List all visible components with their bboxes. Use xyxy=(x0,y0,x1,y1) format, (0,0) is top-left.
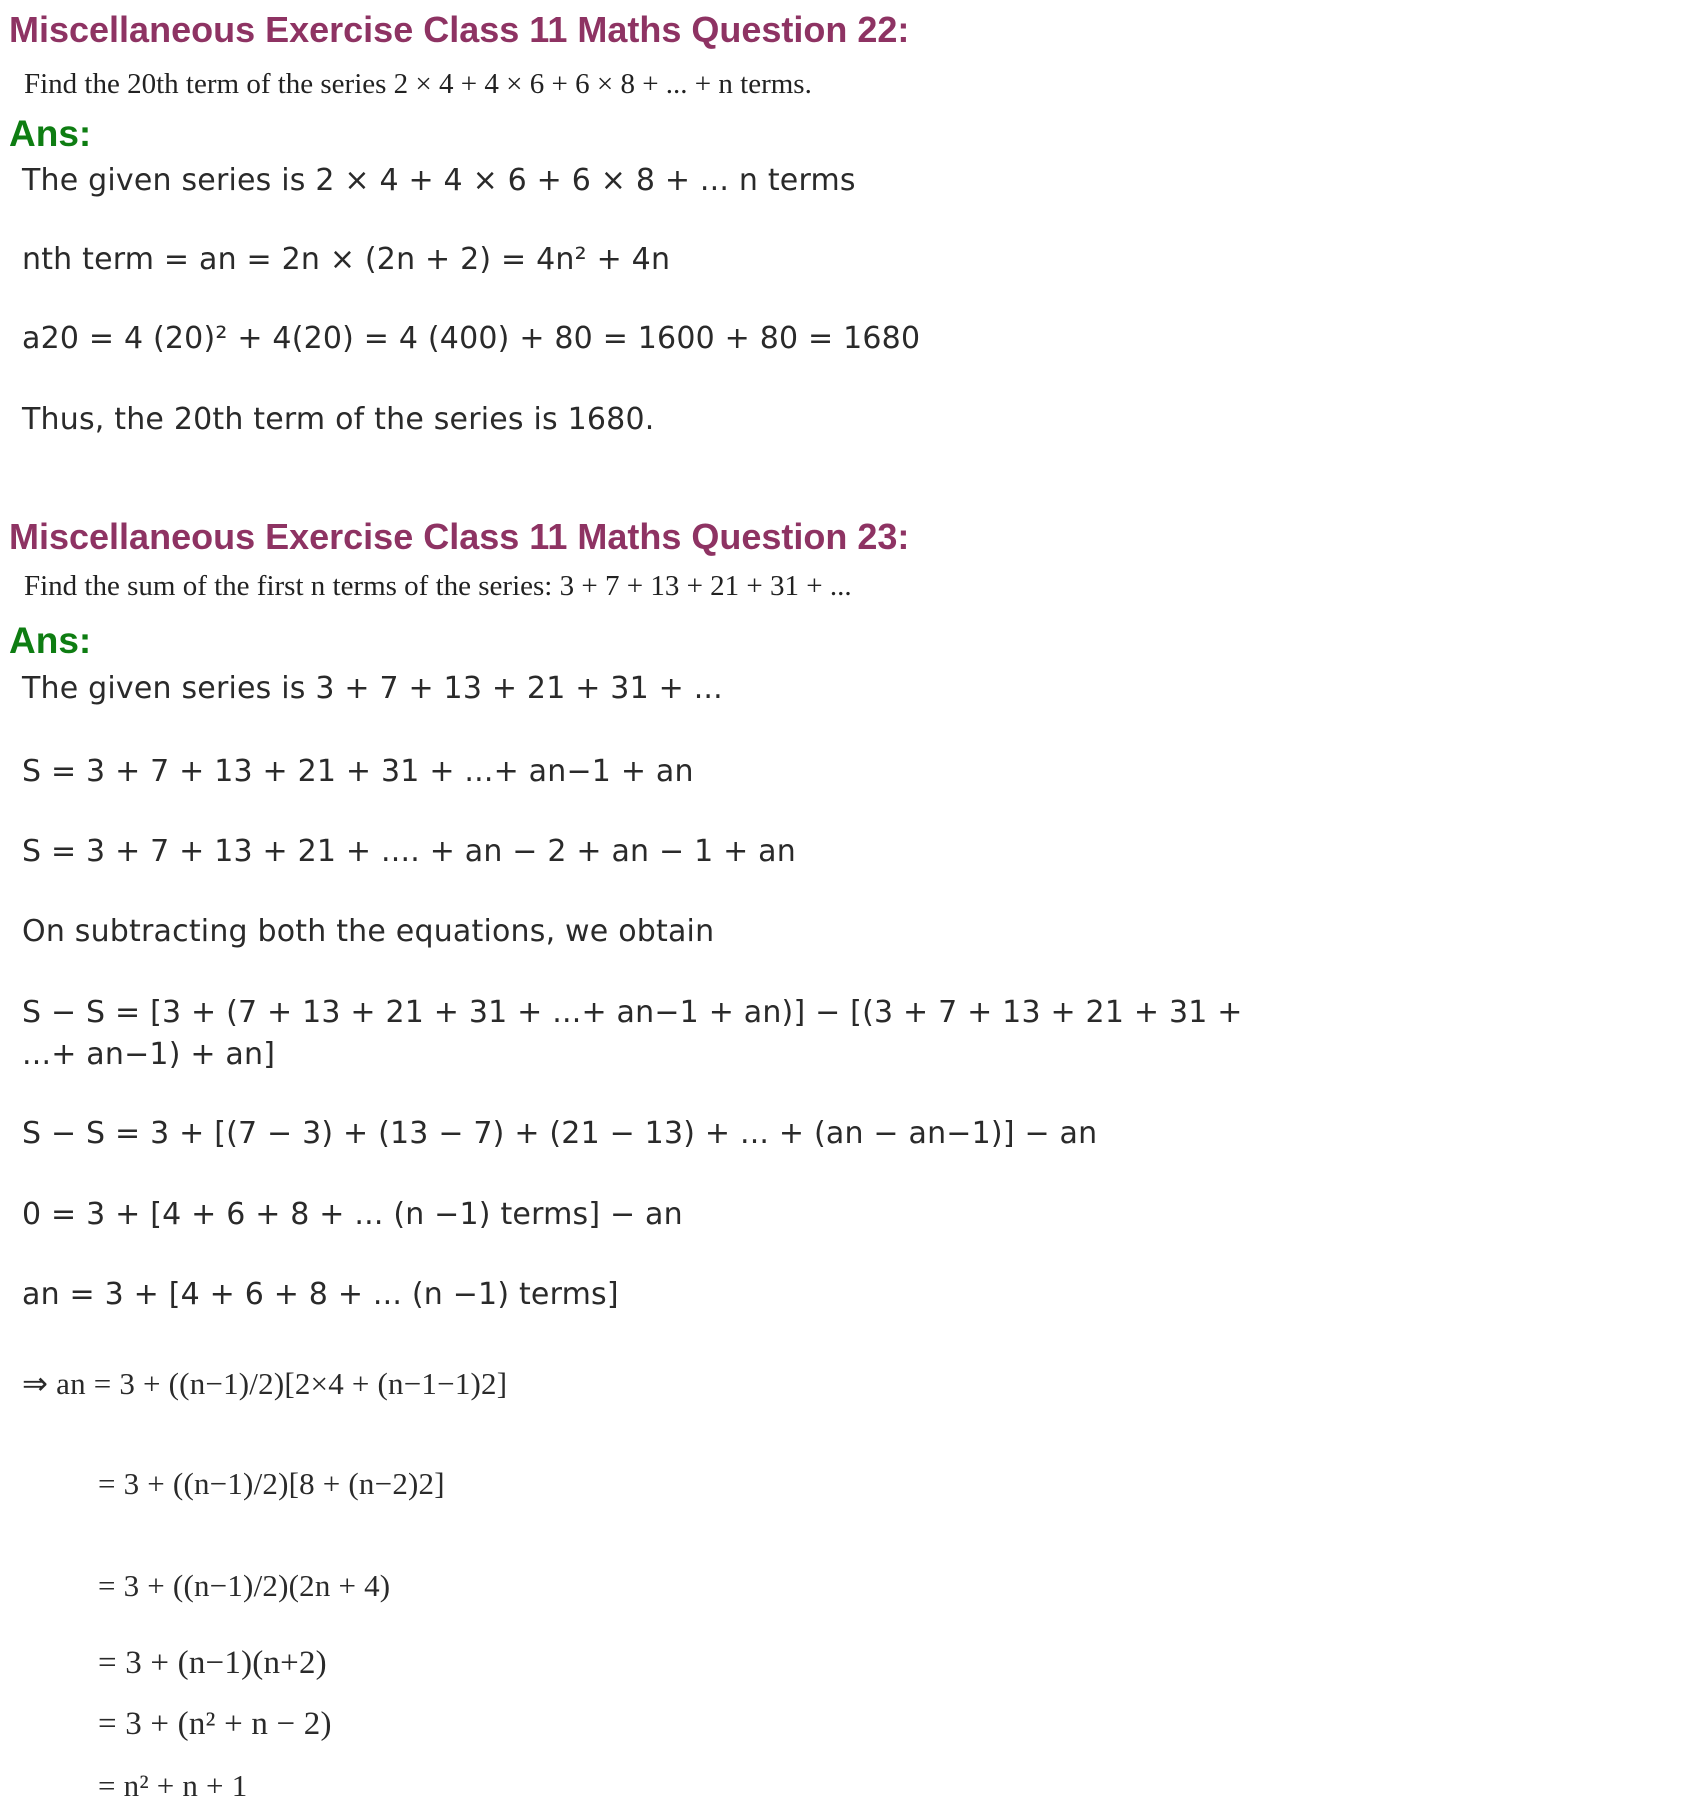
q23-step-grouped: S − S = 3 + [(7 − 3) + (13 − 7) + (21 − 13) + ... + (an − an−1)] − an xyxy=(22,1116,1098,1151)
q23-derivation-line-1: ⇒ an = 3 + ((n−1)/2)[2×4 + (n−1−1)2] xyxy=(22,1366,508,1401)
q23-step-difference-line-1: S − S = [3 + (7 + 13 + 21 + 31 + ...+ an−1 + an)] − [(3 + 7 + 13 + 21 + 31 + xyxy=(22,995,1243,1030)
q23-derivation-line-4: = 3 + (n−1)(n+2) xyxy=(98,1645,327,1681)
q23-derivation-line-5: = 3 + (n² + n − 2) xyxy=(98,1706,332,1742)
question-22-problem: Find the 20th term of the series 2 × 4 + 4 × 6 + 6 × 8 + ... + n terms. xyxy=(24,68,812,100)
q22-step-given-series: The given series is 2 × 4 + 4 × 6 + 6 × 8 + ... n terms xyxy=(22,163,856,198)
q23-step-given-series: The given series is 3 + 7 + 13 + 21 + 31 + ... xyxy=(22,671,723,706)
question-22-ans-label: Ans: xyxy=(9,113,92,154)
question-23-problem: Find the sum of the first n terms of the series: 3 + 7 + 13 + 21 + 31 + ... xyxy=(24,570,852,602)
question-23-ans-label: Ans: xyxy=(9,620,92,661)
q22-step-nth-term: nth term = an = 2n × (2n + 2) = 4n² + 4n xyxy=(22,242,671,277)
q23-step-subtracting: On subtracting both the equations, we obtain xyxy=(22,914,715,949)
q22-step-conclusion: Thus, the 20th term of the series is 1680. xyxy=(22,402,655,437)
q23-step-an: an = 3 + [4 + 6 + 8 + ... (n −1) terms] xyxy=(22,1277,619,1312)
q23-step-difference-line-2: ...+ an−1) + an] xyxy=(22,1037,276,1072)
q23-derivation-line-6: = n² + n + 1 xyxy=(98,1768,248,1803)
q23-derivation-line-3: = 3 + ((n−1)/2)(2n + 4) xyxy=(98,1568,391,1603)
question-23-heading: Miscellaneous Exercise Class 11 Maths Question 23: xyxy=(9,516,910,557)
q23-step-zero: 0 = 3 + [4 + 6 + 8 + ... (n −1) terms] − an xyxy=(22,1197,683,1232)
q23-derivation-line-2: = 3 + ((n−1)/2)[8 + (n−2)2] xyxy=(98,1466,445,1501)
q22-step-a20: a20 = 4 (20)² + 4(20) = 4 (400) + 80 = 1600 + 80 = 1680 xyxy=(22,321,921,356)
question-22-heading: Miscellaneous Exercise Class 11 Maths Question 22: xyxy=(9,9,910,50)
q23-step-sum-1: S = 3 + 7 + 13 + 21 + 31 + ...+ an−1 + an xyxy=(22,754,694,789)
q23-step-sum-2: S = 3 + 7 + 13 + 21 + .... + an − 2 + an − 1 + an xyxy=(22,834,796,869)
